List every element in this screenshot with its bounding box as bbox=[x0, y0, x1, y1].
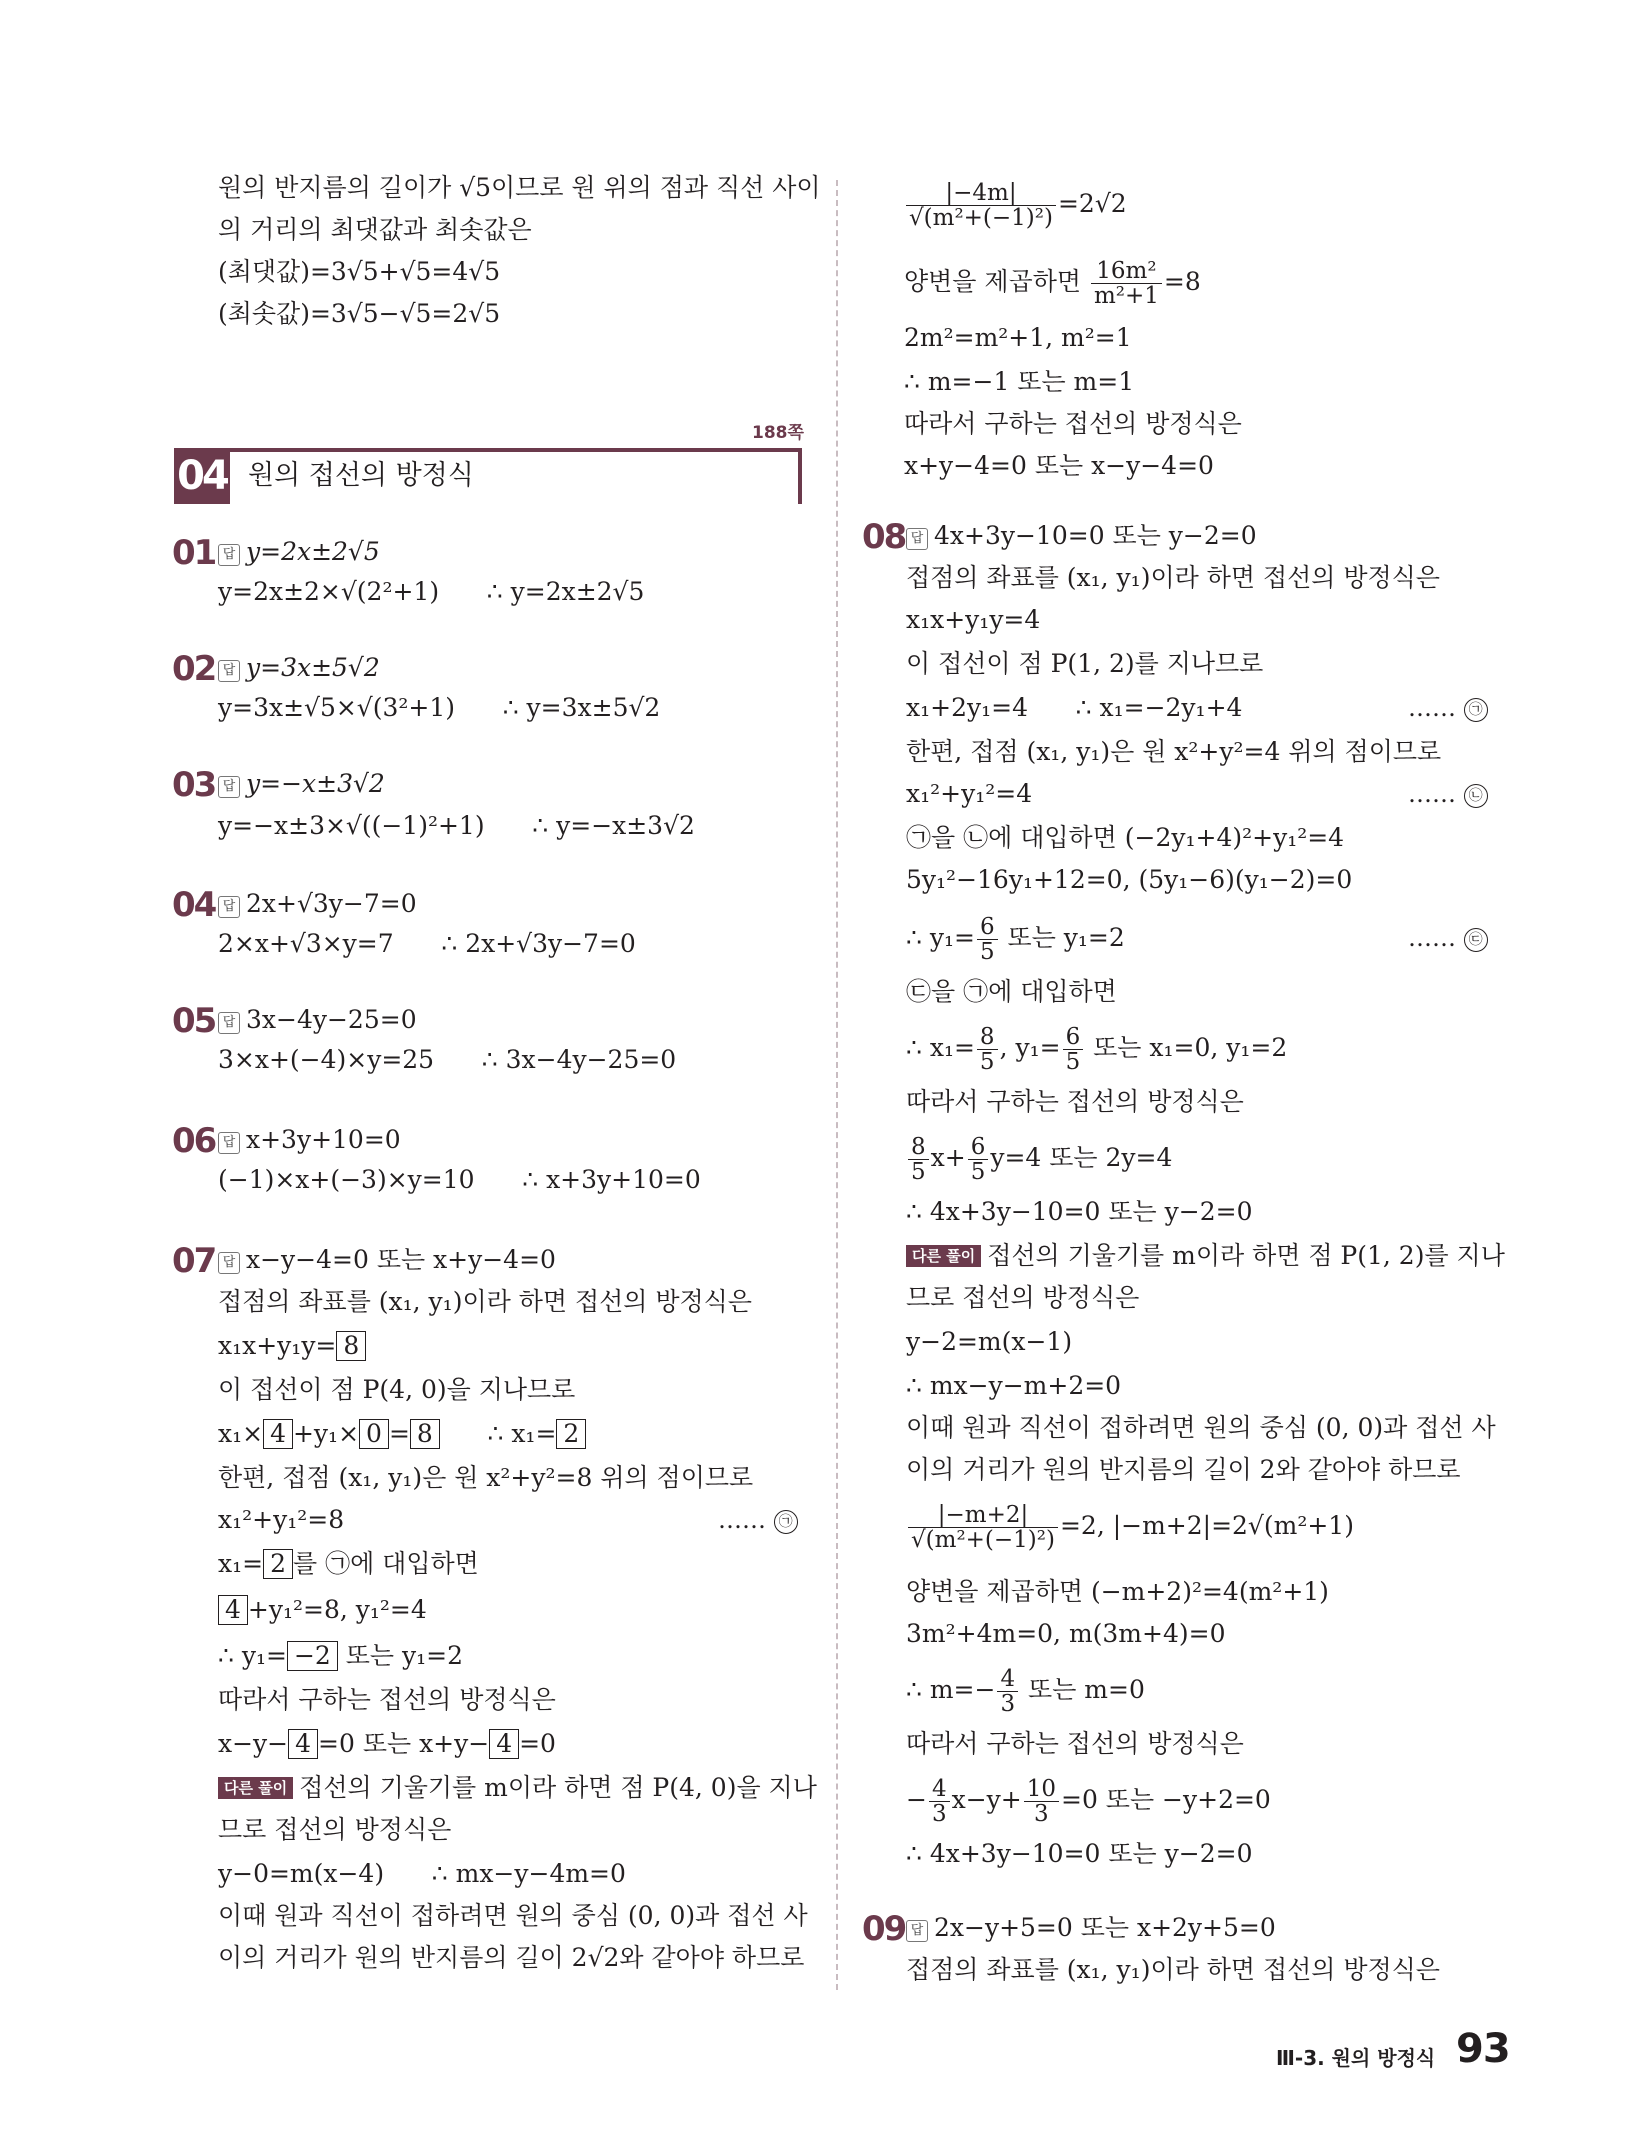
text-line: 접점의 좌표를 (x₁, y₁)이라 하면 접선의 방정식은 bbox=[218, 1287, 752, 1316]
equation-marker: …… ㉠ bbox=[1408, 692, 1488, 724]
text-line: 이 접선이 점 P(1, 2)를 지나므로 bbox=[906, 649, 1264, 678]
section-rule bbox=[230, 448, 802, 452]
fraction: $\frac{10}{3}$ bbox=[1024, 1777, 1059, 1826]
answer-line bbox=[906, 1912, 1276, 1944]
text-line: 이 접선이 점 P(4, 0)을 지나므로 bbox=[218, 1375, 576, 1404]
text-line: 양변을 제곱하면 (−m+2)²=4(m²+1) bbox=[906, 1577, 1329, 1606]
section-number: 04 bbox=[174, 448, 230, 504]
answer-line bbox=[218, 888, 417, 920]
text-line: 5y₁²−16y₁+12=0, (5y₁−6)(y₁−2)=0 bbox=[906, 865, 1353, 894]
equation-marker: …… ㉠ bbox=[718, 1504, 798, 1536]
text-line: 이의 거리가 원의 반지름의 길이 2와 같아야 하므로 bbox=[906, 1455, 1461, 1484]
equation-marker: …… ㉡ bbox=[1408, 778, 1488, 810]
text-line: ∴ m=− $\frac{4}{3}$ 또는 m=0 bbox=[906, 1666, 1145, 1717]
problem-number: 09 bbox=[862, 1909, 906, 1949]
intro-line-2: 의 거리의 최댓값과 최솟값은 bbox=[218, 215, 532, 244]
answer-text: x+3y+10=0 bbox=[246, 1125, 401, 1154]
answer-badge: 답 bbox=[906, 1920, 928, 1942]
text-line: x₁²+y₁²=4 bbox=[906, 779, 1033, 808]
text-line: − $\frac{4}{3}$ x−y+ $\frac{10}{3}$ =0 또는 −y+2=0 bbox=[906, 1776, 1271, 1827]
text-line: ㉢을 ㉠에 대입하면 bbox=[906, 977, 1117, 1006]
text-line: ∴ y₁= −2 또는 y₁=2 bbox=[218, 1641, 464, 1670]
text-line: ∴ x₁= $\frac{8}{5}$ , y₁= $\frac{6}{5}$ 또는 x₁=0, y₁=2 bbox=[906, 1024, 1288, 1075]
text-line: $\frac{|-4m|}{\text{√(m²+(−1)²)}}$ =2√2 bbox=[904, 174, 1127, 234]
problem-number: 02 bbox=[172, 649, 216, 689]
answer-text: 2x+√3y−7=0 bbox=[246, 889, 417, 918]
page-reference: 188쪽 bbox=[752, 423, 804, 443]
answer-text: y=2x±2√5 bbox=[246, 537, 380, 566]
intro-line-1: 원의 반지름의 길이가 √5이므로 원 위의 점과 직선 사이 bbox=[218, 173, 821, 202]
page-number: 93 bbox=[1456, 2026, 1510, 2072]
blank-box: 4 bbox=[263, 1419, 293, 1449]
text-line: 따라서 구하는 접선의 방정식은 bbox=[904, 409, 1242, 438]
blank-box: 0 bbox=[359, 1419, 389, 1449]
text-line: 양변을 제곱하면 $\frac{\text{16m²}}{\text{m²+1}}$ =8 bbox=[904, 258, 1201, 309]
answer-badge: 답 bbox=[218, 1252, 240, 1274]
fraction: $\frac{|-4m|}{\text{√(m²+(−1)²)}}$ bbox=[906, 181, 1056, 230]
fraction: $\frac{8}{5}$ bbox=[977, 1025, 998, 1074]
fraction: $\frac{|-m+2|}{\text{√(m²+(−1)²)}}$ bbox=[908, 1503, 1058, 1552]
answer-line bbox=[218, 652, 380, 684]
work-line: 3×x+(−4)×y=25 ∴ 3x−4y−25=0 bbox=[218, 1045, 677, 1074]
text-line: x₁²+y₁²=8 bbox=[218, 1505, 345, 1534]
blank-box: 2 bbox=[556, 1419, 586, 1449]
text-line: 따라서 구하는 접선의 방정식은 bbox=[906, 1729, 1244, 1758]
fraction: $\frac{6}{5}$ bbox=[977, 915, 998, 964]
fraction: $\frac{6}{5}$ bbox=[1063, 1025, 1084, 1074]
text-line: ∴ 4x+3y−10=0 또는 y−2=0 bbox=[906, 1197, 1253, 1226]
text-line: 3m²+4m=0, m(3m+4)=0 bbox=[906, 1619, 1226, 1648]
text-line: y−2=m(x−1) bbox=[906, 1327, 1073, 1356]
text-line: 한편, 접점 (x₁, y₁)은 원 x²+y²=8 위의 점이므로 bbox=[218, 1463, 754, 1492]
circled-label: ㉢ bbox=[1464, 928, 1488, 952]
answer-badge: 답 bbox=[218, 776, 240, 798]
text-line: x+y−4=0 또는 x−y−4=0 bbox=[904, 451, 1214, 480]
footer-chapter-label: Ⅲ-3. 원의 방정식 bbox=[1276, 2046, 1436, 2070]
fraction: $\frac{\text{16m²}}{\text{m²+1}}$ bbox=[1091, 259, 1162, 308]
fraction: $\frac{4}{3}$ bbox=[929, 1777, 950, 1826]
fraction: $\frac{6}{5}$ bbox=[968, 1135, 989, 1184]
text-line: 므로 접선의 방정식은 bbox=[906, 1283, 1140, 1312]
blank-box: 4 bbox=[288, 1729, 318, 1759]
answer-line bbox=[218, 1004, 417, 1036]
text-line: 이때 원과 직선이 접하려면 원의 중심 (0, 0)과 접선 사 bbox=[218, 1901, 808, 1930]
text-line: x₁= 2 를 ㉠에 대입하면 bbox=[218, 1549, 479, 1578]
intro-min: (최솟값)=3√5−√5=2√5 bbox=[218, 299, 501, 328]
work-line: (−1)×x+(−3)×y=10 ∴ x+3y+10=0 bbox=[218, 1165, 701, 1194]
answer-line bbox=[218, 1244, 556, 1276]
text-line: y−0=m(x−4) ∴ mx−y−4m=0 bbox=[218, 1859, 626, 1888]
text-line: 접점의 좌표를 (x₁, y₁)이라 하면 접선의 방정식은 bbox=[906, 1955, 1440, 1984]
answer-line bbox=[218, 1124, 401, 1156]
work-line: y=3x±√5×√(3²+1) ∴ y=3x±5√2 bbox=[218, 693, 661, 722]
blank-box: 2 bbox=[263, 1549, 293, 1579]
problem-number: 04 bbox=[172, 885, 216, 925]
answer-text: 2x−y+5=0 또는 x+2y+5=0 bbox=[934, 1913, 1276, 1942]
text-line: x₁x+y₁y= 8 bbox=[218, 1330, 366, 1362]
blank-box: 8 bbox=[410, 1419, 440, 1449]
text-line: 따라서 구하는 접선의 방정식은 bbox=[906, 1087, 1244, 1116]
text-line: ∴ y₁= $\frac{6}{5}$ 또는 y₁=2 bbox=[906, 914, 1125, 965]
problem-number: 01 bbox=[172, 533, 216, 573]
text-line: x₁x+y₁y=4 bbox=[906, 605, 1041, 634]
text-line: 이때 원과 직선이 접하려면 원의 중심 (0, 0)과 접선 사 bbox=[906, 1413, 1496, 1442]
text-line: x−y− 4 =0 또는 x+y− 4 =0 bbox=[218, 1729, 556, 1758]
text-line: ∴ mx−y−m+2=0 bbox=[906, 1371, 1122, 1400]
problem-number: 08 bbox=[862, 517, 906, 557]
text-line: 따라서 구하는 접선의 방정식은 bbox=[218, 1685, 556, 1714]
alt-solution-badge: 다른 풀이 bbox=[906, 1245, 981, 1267]
problem-number: 06 bbox=[172, 1121, 216, 1161]
circled-label: ㉠ bbox=[774, 1510, 798, 1534]
answer-text: x−y−4=0 또는 x+y−4=0 bbox=[246, 1245, 556, 1274]
text-line: 므로 접선의 방정식은 bbox=[218, 1815, 452, 1844]
text-line: 2m²=m²+1, m²=1 bbox=[904, 323, 1132, 352]
answer-line bbox=[218, 536, 380, 568]
column-divider bbox=[836, 180, 838, 1990]
blank-box: 4 bbox=[218, 1595, 248, 1625]
circled-label: ㉠ bbox=[1464, 698, 1488, 722]
text-line: $\frac{8}{5}$ x+ $\frac{6}{5}$ y=4 또는 2y=4 bbox=[906, 1130, 1172, 1186]
answer-text: y=−x±3√2 bbox=[246, 769, 385, 798]
work-line: 2×x+√3×y=7 ∴ 2x+√3y−7=0 bbox=[218, 929, 636, 958]
section-header bbox=[174, 448, 802, 504]
alt-solution-line: 다른 풀이 접선의 기울기를 m이라 하면 점 P(4, 0)을 지나 bbox=[218, 1772, 817, 1804]
problem-number: 05 bbox=[172, 1001, 216, 1041]
section-rule-end bbox=[798, 448, 802, 504]
alt-solution-badge: 다른 풀이 bbox=[218, 1777, 293, 1799]
text-line: x₁× 4 +y₁× 0 = 8 ∴ x₁= 2 bbox=[218, 1418, 586, 1450]
intro-max: (최댓값)=3√5+√5=4√5 bbox=[218, 257, 501, 286]
blank-box: 8 bbox=[336, 1331, 366, 1361]
answer-text: y=3x±5√2 bbox=[246, 653, 380, 682]
answer-badge: 답 bbox=[218, 544, 240, 566]
text-line: ∴ 4x+3y−10=0 또는 y−2=0 bbox=[906, 1839, 1253, 1868]
text-line: $\frac{|-m+2|}{\text{√(m²+(−1)²)}}$ =2, |−m+2|=2√(m²+1) bbox=[906, 1496, 1354, 1556]
problem-number: 07 bbox=[172, 1241, 216, 1281]
answer-text: 4x+3y−10=0 또는 y−2=0 bbox=[934, 521, 1257, 550]
answer-badge: 답 bbox=[218, 896, 240, 918]
alt-solution-line: 다른 풀이 접선의 기울기를 m이라 하면 점 P(1, 2)를 지나 bbox=[906, 1240, 1505, 1272]
answer-badge: 답 bbox=[218, 1132, 240, 1154]
circled-label: ㉡ bbox=[1464, 784, 1488, 808]
fraction: $\frac{8}{5}$ bbox=[908, 1135, 929, 1184]
equation-marker: …… ㉢ bbox=[1408, 922, 1488, 954]
answer-line bbox=[218, 768, 385, 800]
text-line: 접점의 좌표를 (x₁, y₁)이라 하면 접선의 방정식은 bbox=[906, 563, 1440, 592]
text-line: 4 +y₁²=8, y₁²=4 bbox=[218, 1594, 427, 1626]
text-line: ㉠을 ㉡에 대입하면 (−2y₁+4)²+y₁²=4 bbox=[906, 823, 1345, 852]
fraction: $\frac{4}{3}$ bbox=[997, 1667, 1018, 1716]
problem-number: 03 bbox=[172, 765, 216, 805]
answer-text: 3x−4y−25=0 bbox=[246, 1005, 417, 1034]
answer-badge: 답 bbox=[906, 528, 928, 550]
work-line: y=2x±2×√(2²+1) ∴ y=2x±2√5 bbox=[218, 577, 645, 606]
blank-box: −2 bbox=[287, 1641, 338, 1671]
text-line: x₁+2y₁=4 ∴ x₁=−2y₁+4 bbox=[906, 693, 1243, 722]
text-line: 한편, 접점 (x₁, y₁)은 원 x²+y²=4 위의 점이므로 bbox=[906, 737, 1442, 766]
answer-line bbox=[906, 520, 1257, 552]
text-line: ∴ m=−1 또는 m=1 bbox=[904, 367, 1135, 396]
blank-box: 4 bbox=[489, 1729, 519, 1759]
section-title: 원의 접선의 방정식 bbox=[248, 460, 474, 491]
answer-badge: 답 bbox=[218, 1012, 240, 1034]
work-line: y=−x±3×√((−1)²+1) ∴ y=−x±3√2 bbox=[218, 811, 695, 840]
text-line: 이의 거리가 원의 반지름의 길이 2√2와 같아야 하므로 bbox=[218, 1943, 805, 1972]
answer-badge: 답 bbox=[218, 660, 240, 682]
